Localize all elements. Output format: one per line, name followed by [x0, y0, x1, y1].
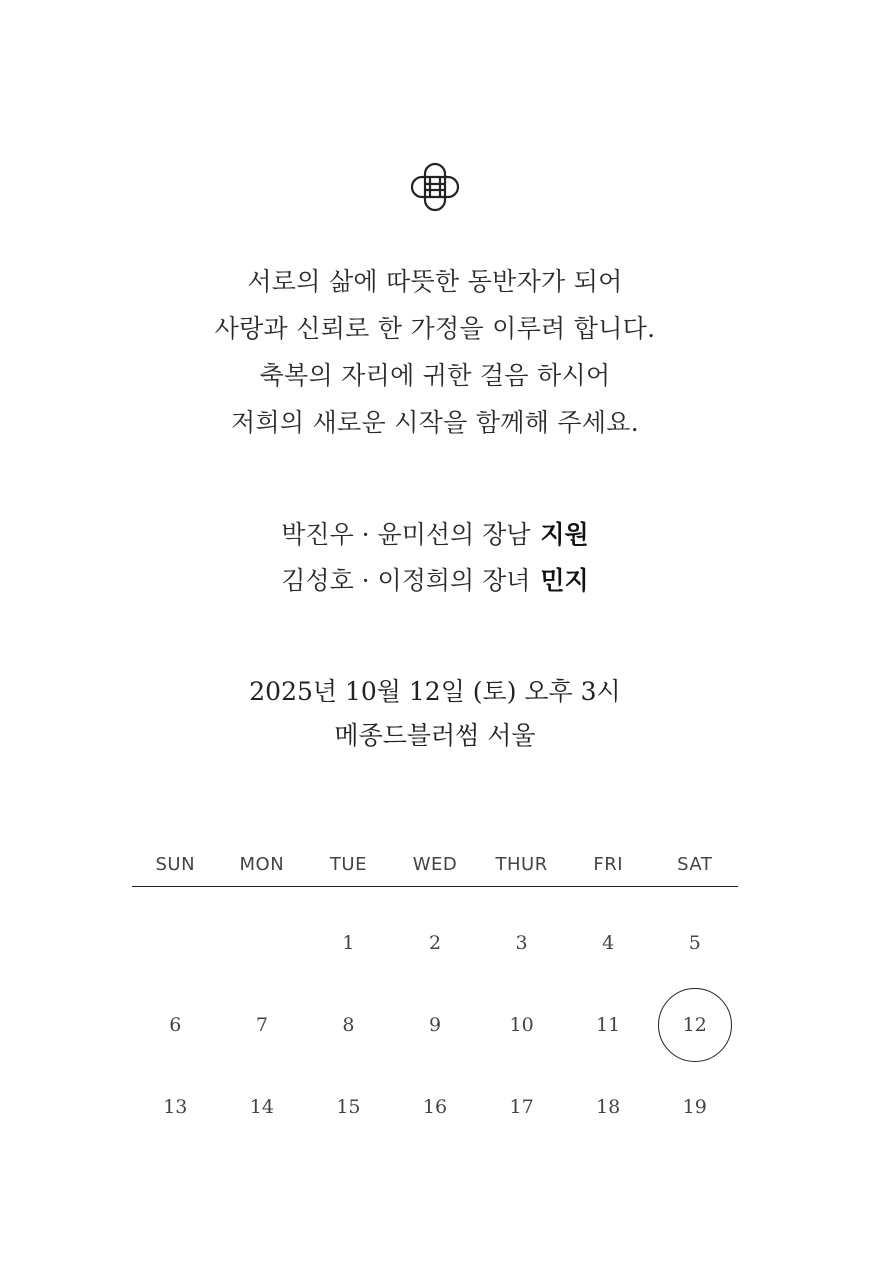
weekday-label: FRI	[593, 854, 624, 875]
weekday-label: SUN	[155, 854, 196, 875]
calendar-day: 13	[163, 1096, 188, 1118]
event-info	[0, 670, 870, 758]
weekday-label: SAT	[677, 854, 713, 875]
event-venue: 메종드블러썸 서울	[334, 721, 536, 750]
calendar-day	[132, 902, 219, 984]
calendar-day: 17	[509, 1096, 534, 1118]
calendar	[132, 845, 738, 1148]
calendar-day: 4	[602, 932, 615, 954]
groom-name: 지원	[540, 520, 589, 549]
calendar-day: 2	[428, 932, 442, 954]
weekday-label: THUR	[495, 854, 548, 875]
calendar-grid	[132, 887, 738, 1148]
groom-parents: 박진우 · 윤미선의 장남	[281, 520, 531, 549]
calendar-day: 15	[336, 1096, 361, 1118]
knot-emblem-icon	[408, 160, 462, 214]
invitation-message	[0, 258, 870, 446]
calendar-day: 7	[255, 1014, 268, 1036]
weekday-label: TUE	[329, 854, 367, 875]
calendar-header	[132, 845, 738, 887]
calendar-day-marked: 12	[651, 984, 738, 1066]
parents-block	[0, 512, 870, 604]
groom-row	[0, 512, 870, 558]
calendar-day: 18	[596, 1096, 621, 1118]
calendar-day: 3	[515, 932, 528, 954]
weekday-label: WED	[412, 854, 458, 875]
weekday-label: MON	[239, 854, 285, 875]
calendar-day: 14	[249, 1096, 274, 1118]
message-line: 축복의 자리에 귀한 걸음 하시어	[259, 361, 611, 390]
calendar-day: 19	[682, 1096, 707, 1118]
calendar-day: 10	[509, 1014, 534, 1036]
message-line: 사랑과 신뢰로 한 가정을 이루려 합니다.	[214, 314, 656, 343]
calendar-day	[219, 902, 306, 984]
calendar-day: 16	[422, 1096, 448, 1118]
bride-parents: 김성호 · 이정희의 장녀	[281, 566, 531, 595]
calendar-day: 6	[169, 1014, 182, 1036]
calendar-day: 9	[428, 1014, 442, 1036]
calendar-day: 8	[342, 1014, 355, 1036]
message-line: 저희의 새로운 시작을 함께해 주세요.	[231, 408, 639, 437]
calendar-week	[132, 984, 738, 1066]
bride-row	[0, 558, 870, 604]
event-datetime: 2025년 10월 12일 (토) 오후 3시	[249, 677, 621, 706]
calendar-week	[132, 1066, 738, 1148]
calendar-week	[132, 902, 738, 984]
calendar-day: 1	[342, 932, 355, 954]
calendar-day: 11	[596, 1014, 621, 1036]
bride-name: 민지	[540, 566, 589, 595]
calendar-day: 5	[688, 932, 701, 954]
message-line: 서로의 삶에 따뜻한 동반자가 되어	[247, 267, 623, 296]
